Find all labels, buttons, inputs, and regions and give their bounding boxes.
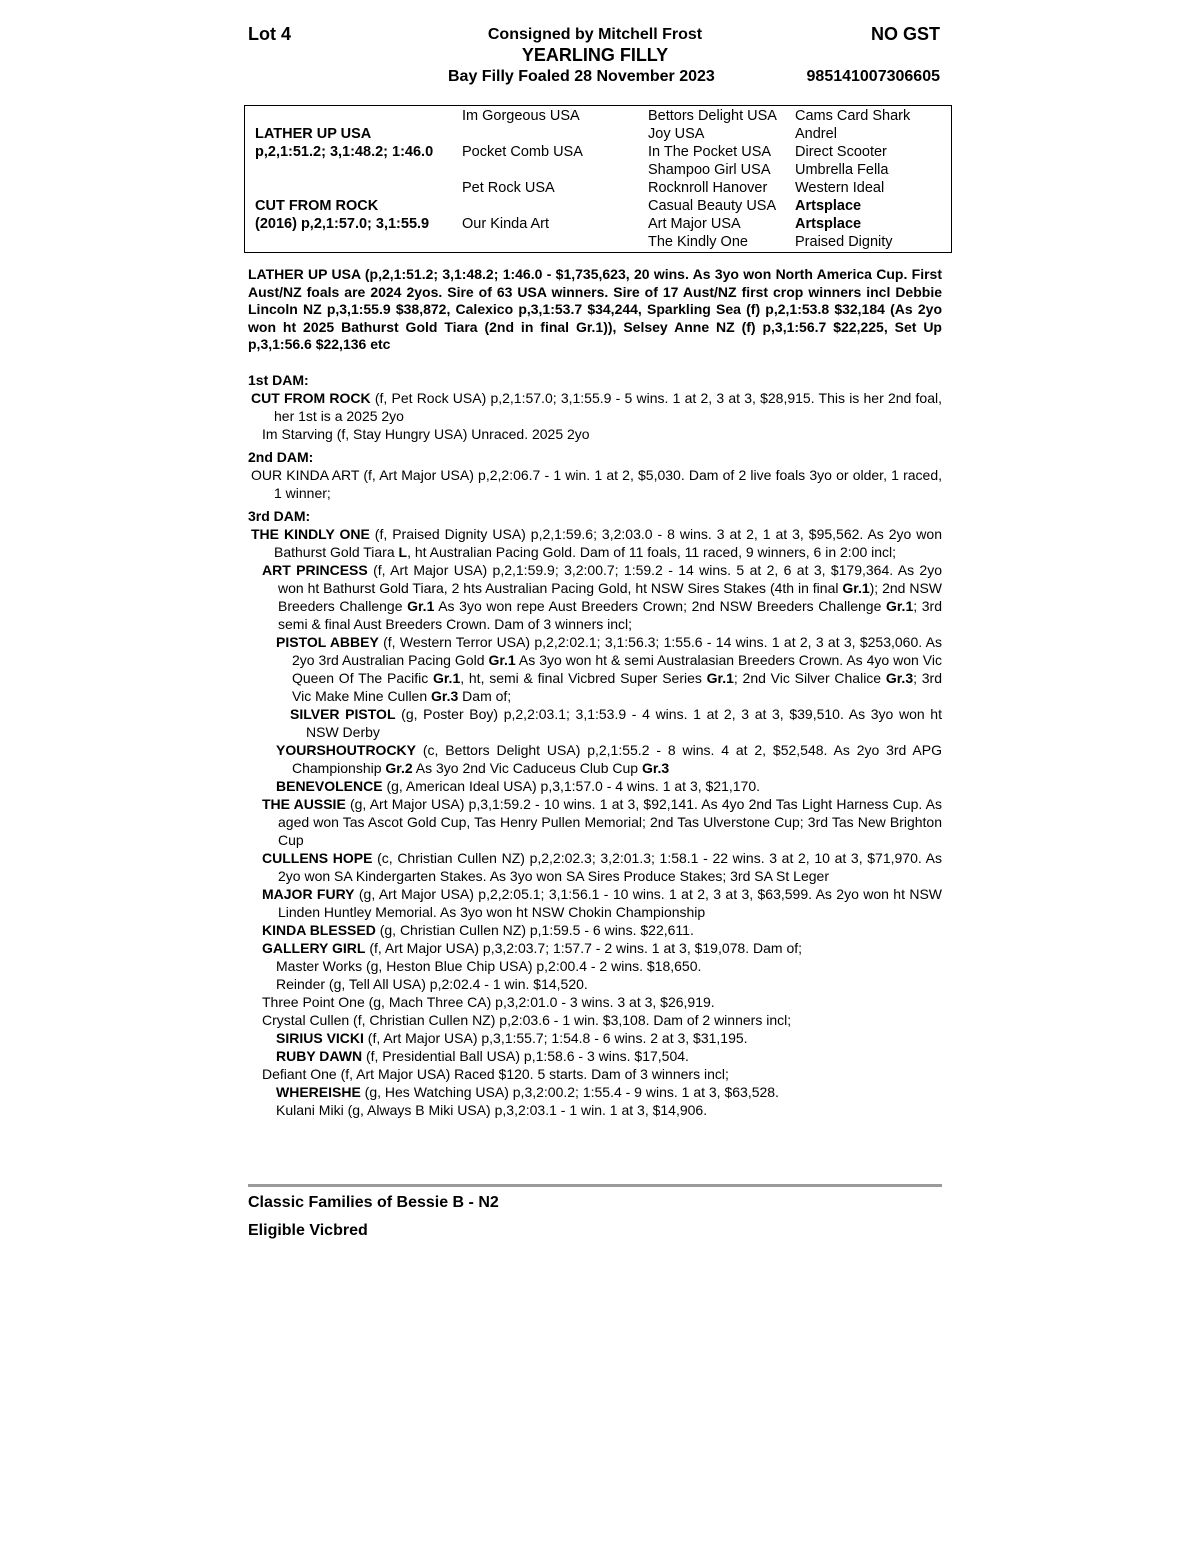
consignor: Consigned by Mitchell Frost [487,26,703,43]
produce-entry: Master Works (g, Heston Blue Chip USA) p,2:00.4 - 2 wins. $18,650. [276,958,702,974]
ped-g2: Our Kinda Art [462,216,550,232]
ped-sire: LATHER UP USA [255,126,372,142]
gst-status: NO GST [870,24,940,44]
ped-dam: CUT FROM ROCK [255,198,379,214]
produce-entry: MAJOR FURY (g, Art Major USA) p,2,2:05.1; 3,1:56.1 - 10 wins. 1 at 2, 3 at 3, $63,599. As 2yo won ht NSW Linden Huntley Memorial. As 3yo won ht NSW Chokin Championship [262,886,943,920]
ped-g4: Andrel [795,126,837,142]
catalogue-page [248,22,943,1239]
produce-entry: CULLENS HOPE (c, Christian Cullen NZ) p,2,2:02.3; 3,2:01.3; 1:58.1 - 22 wins. 3 at 2, 10 at 3, $71,970. As 2yo won SA Kindergarten Stakes. As 3yo won SA Sires Produce Stakes; 3rd SA St Leger [262,850,942,884]
family-line: Classic Families of Bessie B - N2 [248,1194,499,1211]
lot-number: Lot 4 [248,24,291,44]
ped-g3: Casual Beauty USA [648,198,777,214]
ped-g3: The Kindly One [648,234,748,250]
second-dam-heading: 2nd DAM: [248,449,314,465]
first-dam-heading: 1st DAM: [248,372,309,388]
ped-g4: Artsplace [795,198,862,214]
dam-entry: CUT FROM ROCK (f, Pet Rock USA) p,2,1:57.0; 3,1:55.9 - 5 wins. 1 at 2, 3 at 3, $28,915. This is her 2nd foal, her 1st is a 2025 2yo [251,390,942,424]
produce-entry: Reinder (g, Tell All USA) p,2:02.4 - 1 win. $14,520. [276,976,588,992]
produce-entry: Crystal Cullen (f, Christian Cullen NZ) p,2:03.6 - 1 win. $3,108. Dam of 2 winners incl; [262,1012,792,1028]
ped-dam-record: (2016) p,2,1:57.0; 3,1:55.9 [255,216,430,232]
ped-g4: Direct Scooter [795,144,887,160]
dam-section [248,366,942,1119]
lot-title: YEARLING FILLY [521,45,669,65]
ped-g3: Art Major USA [648,216,741,232]
produce-entry: SILVER PISTOL (g, Poster Boy) p,2,2:03.1; 3,1:53.9 - 4 wins. 1 at 2, 3 at 3, $39,510. As 3yo won ht NSW Derby [290,706,942,740]
produce-entry: GALLERY GIRL (f, Art Major USA) p,3,2:03.7; 1:57.7 - 2 wins. 1 at 3, $19,078. Dam of; [262,940,803,956]
produce-entry: BENEVOLENCE (g, American Ideal USA) p,3,1:57.0 - 4 wins. 1 at 3, $21,170. [276,778,761,794]
produce-entry: Defiant One (f, Art Major USA) Raced $120. 5 starts. Dam of 3 winners incl; [262,1066,729,1082]
ped-g4: Artsplace [795,216,862,232]
produce-entry: THE AUSSIE (g, Art Major USA) p,3,1:59.2 - 10 wins. 1 at 3, $92,141. As 4yo 2nd Tas Light Harness Cup. As aged won Tas Ascot Gold Cup, Tas Henry Pullen Memorial; 2nd Tas Ulverstone Cup; 3rd Tas New Brighton Cup [262,796,942,848]
ped-g2: Pocket Comb USA [462,144,583,160]
third-dam-heading: 3rd DAM: [248,508,311,524]
ped-g4: Umbrella Fella [795,162,889,178]
sire-summary: LATHER UP USA (p,2,1:51.2; 3,1:48.2; 1:46.0 - $1,735,623, 20 wins. As 3yo won North America Cup. First Aust/NZ foals are 2024 2yos. Sire of 63 USA winners. Sire of 17 Aust/NZ first crop winners incl Debbie Lincoln NZ p,3,1:55.9 $38,872, Calexico p,3,1:53.7 $34,244, Sparkling Sea (f) p,2,1:53.8 $32,184 (As 2yo won ht 2025 Bathurst Gold Tiara (2nd in final Gr.1)), Selsey Anne NZ (f) p,3,1:56.7 $22,225, Set Up p,3,1:56.6 $22,136 etc [248,266,942,352]
produce-entry: WHEREISHE (g, Hes Watching USA) p,3,2:00.2; 1:55.4 - 9 wins. 1 at 3, $63,528. [276,1084,779,1100]
produce-entry: SIRIUS VICKI (f, Art Major USA) p,3,1:55.7; 1:54.8 - 6 wins. 2 at 3, $31,195. [276,1030,748,1046]
produce-entry: Im Starving (f, Stay Hungry USA) Unraced. 2025 2yo [262,426,590,442]
ped-g4: Western Ideal [795,180,885,196]
ped-g3: Shampoo Girl USA [648,162,771,178]
produce-entry: Three Point One (g, Mach Three CA) p,3,2:01.0 - 3 wins. 3 at 3, $26,919. [262,994,715,1010]
ped-g4: Praised Dignity [795,234,893,250]
ped-g3: Rocknroll Hanover [648,180,768,196]
pedigree-table [244,105,952,253]
ped-g3: In The Pocket USA [648,144,772,160]
produce-entry: PISTOL ABBEY (f, Western Terror USA) p,2,2:02.1; 3,1:56.3; 1:55.6 - 14 wins. 1 at 2, 3 at 3, $253,060. As 2yo 3rd Australian Pacing Gold Gr.1 As 3yo won ht & semi Australasian Breeders Crown. As 4yo won Vic Queen Of The Pacific Gr.1, ht, semi & final Vicbred Super Series Gr.1; 2nd Vic Silver Chalice Gr.3; 3rd Vic Make Mine Cullen Gr.3 Dam of; [276,634,942,704]
ped-g2: Pet Rock USA [462,180,555,196]
dam-entry: OUR KINDA ART (f, Art Major USA) p,2,2:06.7 - 1 win. 1 at 2, $5,030. Dam of 2 live foals 3yo or older, 1 raced, 1 winner; [251,467,942,501]
ped-g4: Cams Card Shark [795,108,911,124]
ped-sire-record: p,2,1:51.2; 3,1:48.2; 1:46.0 [255,144,434,160]
section-divider [248,1184,942,1187]
ped-g3: Joy USA [648,126,705,142]
dam-entry: THE KINDLY ONE (f, Praised Dignity USA) p,2,1:59.6; 3,2:03.0 - 8 wins. 3 at 2, 1 at 3, $95,562. As 2yo won Bathurst Gold Tiara L, ht Australian Pacing Gold. Dam of 11 foals, 11 raced, 9 winners, 6 in 2:00 incl; [251,526,942,560]
produce-entry: ART PRINCESS (f, Art Major USA) p,2,1:59.9; 3,2:00.7; 1:59.2 - 14 wins. 5 at 2, 6 at 3, $179,364. As 2yo won ht Bathurst Gold Tiara, 2 hts Australian Pacing Gold, ht NSW Sires Stakes (4th in final Gr.1); 2nd NSW Breeders Challenge Gr.1 As 3yo won repe Aust Breeders Crown; 2nd NSW Breeders Challenge Gr.1; 3rd semi & final Aust Breeders Crown. Dam of 3 winners incl; [262,562,943,632]
microchip-number: 985141007306605 [806,68,940,85]
ped-g2: Im Gorgeous USA [462,108,580,124]
produce-entry: Kulani Miki (g, Always B Miki USA) p,3,2:03.1 - 1 win. 1 at 3, $14,906. [276,1102,708,1118]
foaling-details: Bay Filly Foaled 28 November 2023 [448,68,715,85]
ped-g3: Bettors Delight USA [648,108,777,124]
produce-entry: YOURSHOUTROCKY (c, Bettors Delight USA) p,2,1:55.2 - 8 wins. 4 at 2, $52,548. As 2yo 3rd APG Championship Gr.2 As 3yo 2nd Vic Caduceus Club Cup Gr.3 [276,742,942,776]
eligibility-line: Eligible Vicbred [248,1222,368,1239]
produce-entry: KINDA BLESSED (g, Christian Cullen NZ) p,1:59.5 - 6 wins. $22,611. [262,922,694,938]
lot-header [248,22,942,90]
produce-entry: RUBY DAWN (f, Presidential Ball USA) p,1:58.6 - 3 wins. $17,504. [276,1048,689,1064]
